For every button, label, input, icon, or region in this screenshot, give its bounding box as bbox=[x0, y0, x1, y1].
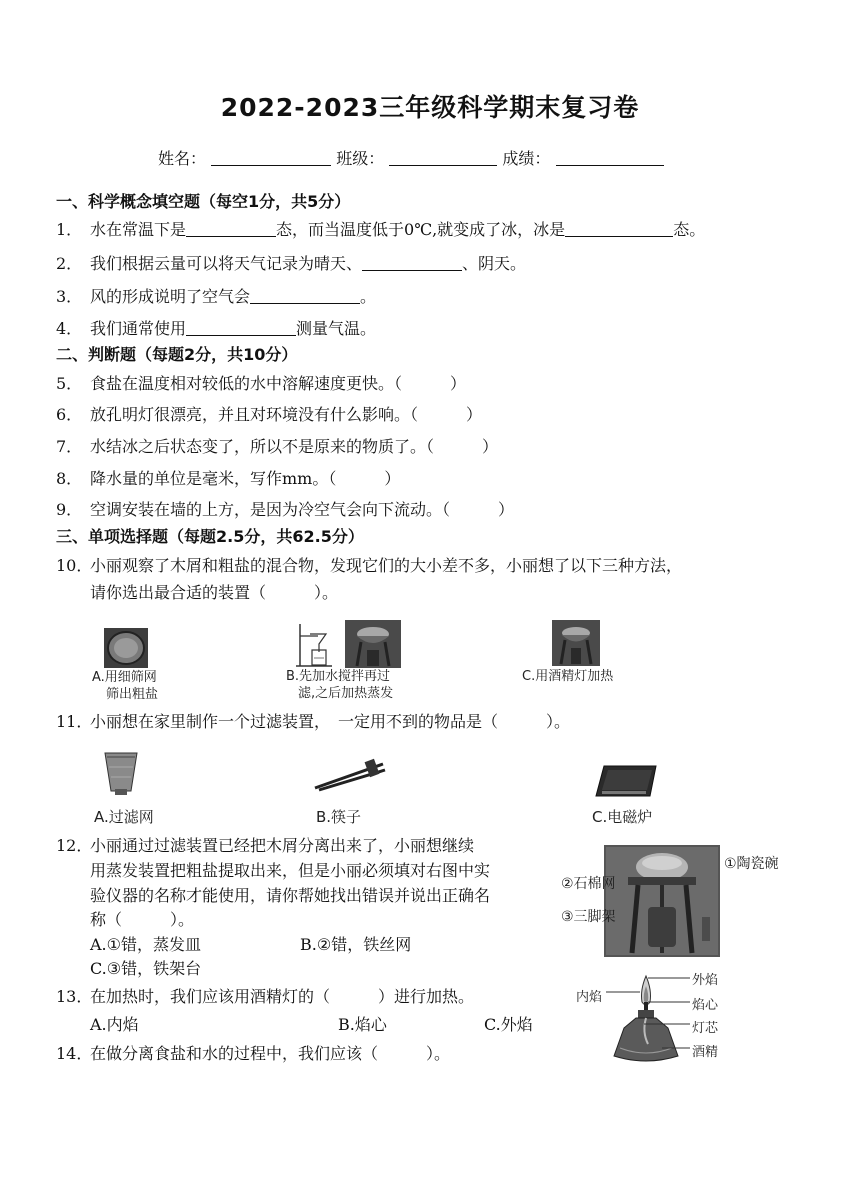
question-5 bbox=[56, 371, 466, 394]
question-9 bbox=[56, 497, 514, 520]
option-b[interactable]: B.焰心 bbox=[338, 1015, 387, 1034]
question-text: 我们根据云量可以将天气记录为晴天、 bbox=[90, 254, 363, 273]
option-b-caption: B.筷子 bbox=[316, 808, 362, 826]
question-4 bbox=[56, 316, 376, 339]
question-number: 13． bbox=[56, 987, 93, 1006]
question-12-line-4: 称（ ）。 bbox=[90, 910, 195, 929]
inner-flame-leader bbox=[606, 990, 640, 994]
option-label: 滤,之后加热蒸发 bbox=[298, 686, 394, 701]
name-field[interactable] bbox=[211, 149, 331, 166]
option-b-caption bbox=[286, 668, 393, 702]
question-number: 11． bbox=[56, 712, 93, 731]
question-text: 、阴天。 bbox=[462, 254, 527, 273]
question-number: 8． bbox=[56, 469, 83, 488]
question-text: 小丽通过过滤装置已经把木屑分离出来了，小丽想继续 bbox=[90, 836, 475, 855]
question-7 bbox=[56, 434, 498, 457]
question-number: 6． bbox=[56, 405, 83, 424]
question-10 bbox=[56, 553, 682, 576]
question-text: 放孔明灯很漂亮，并且对环境没有什么影响。（ ） bbox=[90, 405, 483, 424]
figure-label-asbestos-mesh: ②石棉网 bbox=[561, 876, 616, 892]
section-heading-multiple-choice: 三、单项选择题（每题2.5分，共62.5分） bbox=[56, 527, 364, 546]
filter-net-image bbox=[103, 751, 139, 797]
question-text: 小丽想在家里制作一个过滤装置， 一定用不到的物品是（ ）。 bbox=[90, 712, 571, 731]
question-text: 我们通常使用 bbox=[90, 319, 187, 338]
sieve-image bbox=[104, 628, 148, 668]
question-number: 2． bbox=[56, 254, 83, 273]
class-field[interactable] bbox=[389, 149, 497, 166]
option-a[interactable]: A.内焰 bbox=[90, 1015, 139, 1034]
option-label: A.用细筛网 bbox=[92, 670, 157, 685]
name-label: 姓名： bbox=[158, 149, 207, 168]
option-label: B.先加水搅拌再过 bbox=[286, 669, 391, 684]
lamp-label-outer-flame: 外焰 bbox=[692, 973, 719, 988]
evaporation-setup-image bbox=[345, 620, 401, 668]
question-number: 1． bbox=[56, 220, 83, 239]
lamp-label-inner-flame: 内焰 bbox=[576, 990, 603, 1005]
question-6 bbox=[56, 402, 482, 425]
student-info-row bbox=[158, 146, 664, 169]
answer-blank[interactable] bbox=[362, 255, 462, 271]
question-text: 在做分离食盐和水的过程中，我们应该（ ）。 bbox=[90, 1044, 451, 1063]
question-text: 空调安装在墙的上方，是因为冷空气会向下流动。（ ） bbox=[90, 500, 515, 519]
question-text: 降水量的单位是毫米，写作mm。（ ） bbox=[90, 469, 401, 488]
question-13 bbox=[56, 984, 474, 1007]
chopsticks-image bbox=[313, 758, 387, 792]
score-label: 成绩： bbox=[502, 149, 551, 168]
lamp-label-wick: 灯芯 bbox=[692, 1021, 719, 1036]
option-b[interactable]: B.②错，铁丝网 bbox=[300, 935, 412, 954]
lamp-label-alcohol: 酒精 bbox=[692, 1045, 719, 1060]
question-text: 水结冰之后状态变了，所以不是原来的物质了。（ ） bbox=[90, 437, 499, 456]
section-heading-fill-in: 一、科学概念填空题（每空1分，共5分） bbox=[56, 192, 351, 211]
class-label: 班级： bbox=[336, 149, 385, 168]
question-12 bbox=[56, 833, 474, 856]
option-c-caption: C.电磁炉 bbox=[592, 808, 653, 826]
question-text: 。 bbox=[360, 287, 377, 306]
option-a-caption bbox=[92, 669, 158, 703]
question-number: 12． bbox=[56, 836, 93, 855]
answer-blank[interactable] bbox=[186, 320, 296, 336]
question-number: 9． bbox=[56, 500, 83, 519]
option-a[interactable]: A.①错，蒸发皿 bbox=[90, 935, 201, 954]
question-10-continued: 请你选出最合适的装置（ ）。 bbox=[90, 583, 339, 602]
answer-blank[interactable] bbox=[565, 221, 673, 237]
induction-cooker-image bbox=[594, 760, 660, 800]
question-1 bbox=[56, 217, 705, 240]
question-number: 5． bbox=[56, 374, 83, 393]
question-14 bbox=[56, 1041, 450, 1064]
question-text: 态，而当温度低于0℃,就变成了冰，冰是 bbox=[276, 220, 566, 239]
filter-apparatus-image bbox=[292, 620, 336, 668]
question-number: 10． bbox=[56, 556, 93, 575]
answer-blank[interactable] bbox=[186, 221, 276, 237]
question-text: 态。 bbox=[673, 220, 706, 239]
question-text: 测量气温。 bbox=[296, 319, 377, 338]
lamp-label-leaders bbox=[636, 976, 692, 1056]
section-heading-true-false: 二、判断题（每题2分，共10分） bbox=[56, 345, 298, 364]
question-12-line-3: 验仪器的名称才能使用，请你帮她找出错误并说出正确名 bbox=[90, 886, 491, 905]
page-title: 2022-2023三年级科学期末复习卷 bbox=[220, 93, 640, 122]
question-text: 水在常温下是 bbox=[90, 220, 187, 239]
question-number: 4． bbox=[56, 319, 83, 338]
question-number: 14． bbox=[56, 1044, 93, 1063]
score-field[interactable] bbox=[556, 149, 664, 166]
option-c[interactable]: C.外焰 bbox=[484, 1015, 533, 1034]
figure-label-tripod: ③三脚架 bbox=[561, 909, 616, 925]
lamp-label-flame-core: 焰心 bbox=[692, 998, 719, 1013]
question-text: 小丽观察了木屑和粗盐的混合物，发现它们的大小差不多，小丽想了以下三种方法， bbox=[90, 556, 683, 575]
question-text: 食盐在温度相对较低的水中溶解速度更快。（ ） bbox=[90, 374, 467, 393]
alcohol-lamp-heating-image bbox=[552, 620, 600, 666]
question-number: 3． bbox=[56, 287, 83, 306]
evaporation-apparatus-figure bbox=[604, 845, 720, 957]
figure-label-evaporating-dish: ①陶瓷碗 bbox=[724, 856, 779, 872]
option-c-caption: C.用酒精灯加热 bbox=[522, 669, 614, 684]
question-2 bbox=[56, 251, 526, 274]
question-12-line-2: 用蒸发装置把粗盐提取出来，但是小丽必须填对右图中实 bbox=[90, 861, 491, 880]
option-label: 筛出粗盐 bbox=[106, 687, 159, 702]
question-number: 7． bbox=[56, 437, 83, 456]
question-8 bbox=[56, 466, 400, 489]
question-text: 在加热时，我们应该用酒精灯的（ ）进行加热。 bbox=[90, 987, 475, 1006]
option-c[interactable]: C.③错，铁架台 bbox=[90, 959, 202, 978]
answer-blank[interactable] bbox=[250, 288, 360, 304]
question-3 bbox=[56, 284, 376, 307]
question-11 bbox=[56, 709, 570, 732]
question-text: 风的形成说明了空气会 bbox=[90, 287, 251, 306]
option-a-caption: A.过滤网 bbox=[94, 808, 154, 826]
